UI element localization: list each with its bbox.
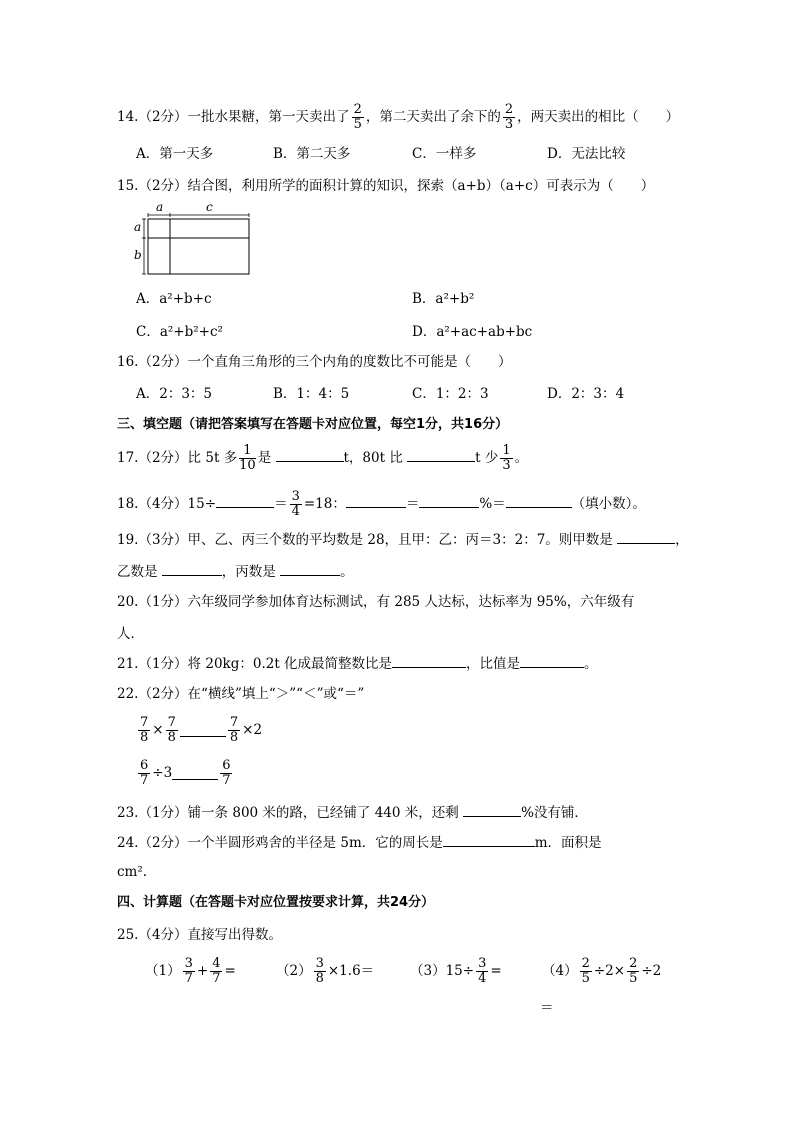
fraction: $\frac{3}{4}$ <box>291 489 300 519</box>
q15-option-b[interactable]: B．a²+b² <box>412 291 475 307</box>
area-diagram <box>134 200 264 280</box>
answer-blank[interactable] <box>392 653 466 668</box>
question-15: 15.（2分）结合图，利用所学的面积计算的知识，探索（a+b）（a+c）可表示为（ ） <box>117 178 655 194</box>
section-4-heading: 四、计算题（在答题卡对应位置按要求计算，共24分） <box>117 895 435 910</box>
answer-blank[interactable] <box>617 529 675 544</box>
question-20-line2: 人． <box>117 626 144 642</box>
q14-option-a[interactable]: A．第一天多 <box>136 146 214 162</box>
fraction: $\frac{2}{3}$ <box>504 102 514 132</box>
question-18: 18.（4分）15÷ ＝ $\frac{3}{4}$ =18： ＝ %＝ （填小数）。 <box>117 489 646 519</box>
label-c-top: c <box>206 200 213 214</box>
answer-blank[interactable] <box>443 832 535 847</box>
answer-blank[interactable] <box>216 493 274 508</box>
answer-blank[interactable] <box>407 447 475 462</box>
question-23: 23.（1分）铺一条 800 米的路，已经铺了 440 米，还剩 %没有铺． <box>117 802 588 823</box>
label-a-top: a <box>156 200 164 214</box>
fraction: $\frac{2}{5}$ <box>353 102 362 132</box>
q15-option-c[interactable]: C．a²+b²+c² <box>136 324 223 340</box>
q16-option-c[interactable]: C．1：2：3 <box>412 386 489 402</box>
q14-option-c[interactable]: C．一样多 <box>412 146 477 162</box>
question-20: 20.（1分）六年级同学参加体育达标测试，有 285 人达标，达标率为 95%，六年级有 <box>117 594 635 610</box>
question-14: 14.（2分）一批水果糖，第一天卖出了 $\frac{2}{5}$ ，第二天卖出了余下的 $\frac{2}{3}$ ，两天卖出的相比（ ） <box>117 102 680 132</box>
q15-option-a[interactable]: A．a²+b+c <box>136 291 212 307</box>
q15-option-d[interactable]: D．a²+ac+ab+bc <box>412 324 533 340</box>
q25-part-4: （4） $\frac{2}{5}$ ÷2× $\frac{2}{5}$ ÷2 <box>542 956 662 986</box>
q25-part-4-equals: ＝ <box>540 1000 554 1016</box>
q25-part-2: （2） $\frac{3}{8}$ ×1.6＝ <box>276 956 375 986</box>
q14-option-d[interactable]: D．无法比较 <box>547 146 626 162</box>
q25-part-3: （3）15÷ $\frac{3}{4}$ = <box>410 956 502 986</box>
label-a-side: a <box>134 220 142 234</box>
question-19-line2: 乙数是 ，丙数是 。 <box>117 561 354 582</box>
fraction: $\frac{1}{10}$ <box>239 443 256 473</box>
question-22: 22.（2分）在“横线”填上“＞”“＜”或“＝” <box>117 686 365 702</box>
question-19: 19.（3分）甲、乙、丙三个数的平均数是 28，且甲：乙：丙＝3：2：7。则甲数是 ， <box>117 529 689 550</box>
question-25: 25.（4分）直接写出得数。 <box>117 927 283 943</box>
answer-blank[interactable] <box>520 653 584 668</box>
comparison-blank[interactable] <box>172 767 218 780</box>
answer-blank[interactable] <box>162 561 222 576</box>
fraction: $\frac{1}{3}$ <box>502 443 511 473</box>
rectangle-diagram <box>134 200 264 280</box>
question-17: 17.（2分）比 5t 多 $\frac{1}{10}$ 是 t，80t 比 t 少 $\frac{1}{3}$ 。 <box>117 443 529 473</box>
answer-blank[interactable] <box>346 493 406 508</box>
answer-blank[interactable] <box>419 493 479 508</box>
question-21: 21.（1分）将 20kg：0.2t 化成最简整数比是 ，比值是 。 <box>117 653 598 674</box>
answer-blank[interactable] <box>506 493 572 508</box>
question-24: 24.（2分）一个半圆形鸡舍的半径是 5m．它的周长是 m．面积是 <box>117 832 602 853</box>
q16-option-a[interactable]: A．2：3：5 <box>136 386 213 402</box>
q16-option-b[interactable]: B．1：4：5 <box>273 386 350 402</box>
q25-part-1: （1） $\frac{3}{7}$ + $\frac{4}{7}$ = <box>145 956 236 986</box>
answer-blank[interactable] <box>276 447 344 462</box>
comparison-blank[interactable] <box>180 724 226 737</box>
q22-row-1: $\frac{7}{8}$ × $\frac{7}{8}$ $\frac{7}{8}$ ×2 <box>140 715 263 745</box>
label-b-side: b <box>134 248 142 262</box>
question-24-line2: cm². <box>117 864 148 880</box>
answer-blank[interactable] <box>463 802 521 817</box>
answer-blank[interactable] <box>280 561 340 576</box>
q16-option-d[interactable]: D．2：3：4 <box>547 386 625 402</box>
question-16: 16.（2分）一个直角三角形的三个内角的度数比不可能是（ ） <box>117 354 512 370</box>
section-3-heading: 三、填空题（请把答案填写在答题卡对应位置，每空1分，共16分） <box>117 417 509 432</box>
q14-option-b[interactable]: B．第二天多 <box>273 146 351 162</box>
q22-row-2: $\frac{6}{7}$ ÷3 $\frac{6}{7}$ <box>140 758 231 788</box>
